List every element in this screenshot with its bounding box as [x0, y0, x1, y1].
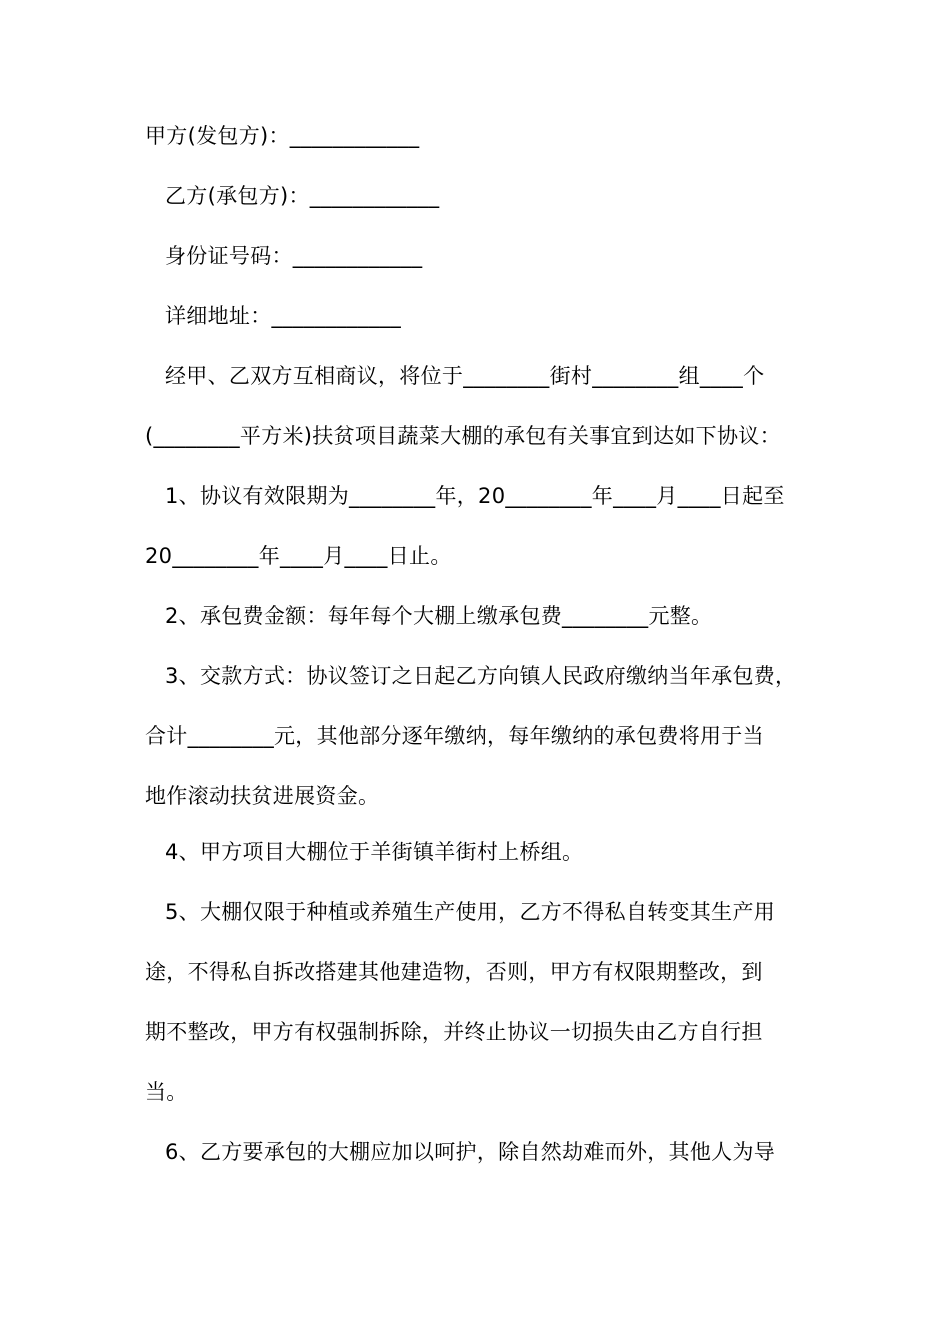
clause-1-line-1: 1、协议有效限期为________年，20________年____月____日起至 [165, 484, 785, 508]
party-a-line: 甲方(发包方)：____________ [145, 124, 420, 148]
clause-1-line-2: 20________年____月____日止。 [145, 544, 452, 568]
clause-3-line-1: 3、交款方式：协议签订之日起乙方向镇人民政府缴纳当年承包费， [165, 664, 797, 688]
clause-4-line: 4、甲方项目大棚位于羊街镇羊街村上桥组。 [165, 840, 584, 864]
clause-2-line: 2、承包费金额：每年每个大棚上缴承包费________元整。 [165, 604, 713, 628]
clause-3-line-2: 合计________元，其他部分逐年缴纳，每年缴纳的承包费将用于当 [145, 724, 764, 748]
clause-3-line-3: 地作滚动扶贫进展资金。 [145, 784, 380, 808]
clause-5-line-4: 当。 [145, 1080, 188, 1104]
intro-paragraph-line-2: (________平方米)扶贫项目蔬菜大棚的承包有关事宜到达如下协议： [145, 424, 781, 448]
party-b-line: 乙方(承包方)：____________ [165, 184, 440, 208]
address-line: 详细地址：____________ [165, 304, 402, 328]
clause-5-line-3: 期不整改，甲方有权强制拆除，并终止协议一切损失由乙方自行担 [145, 1020, 763, 1044]
clause-5-line-2: 途，不得私自拆改搭建其他建造物，否则，甲方有权限期整改，到 [145, 960, 763, 984]
clause-5-line-1: 5、大棚仅限于种植或养殖生产使用，乙方不得私自转变其生产用 [165, 900, 776, 924]
id-number-line: 身份证号码：____________ [165, 244, 423, 268]
clause-6-line-1: 6、乙方要承包的大棚应加以呵护，除自然劫难而外，其他人为导 [165, 1140, 776, 1164]
intro-paragraph-line-1: 经甲、乙双方互相商议，将位于________街村________组____个 [165, 364, 765, 388]
